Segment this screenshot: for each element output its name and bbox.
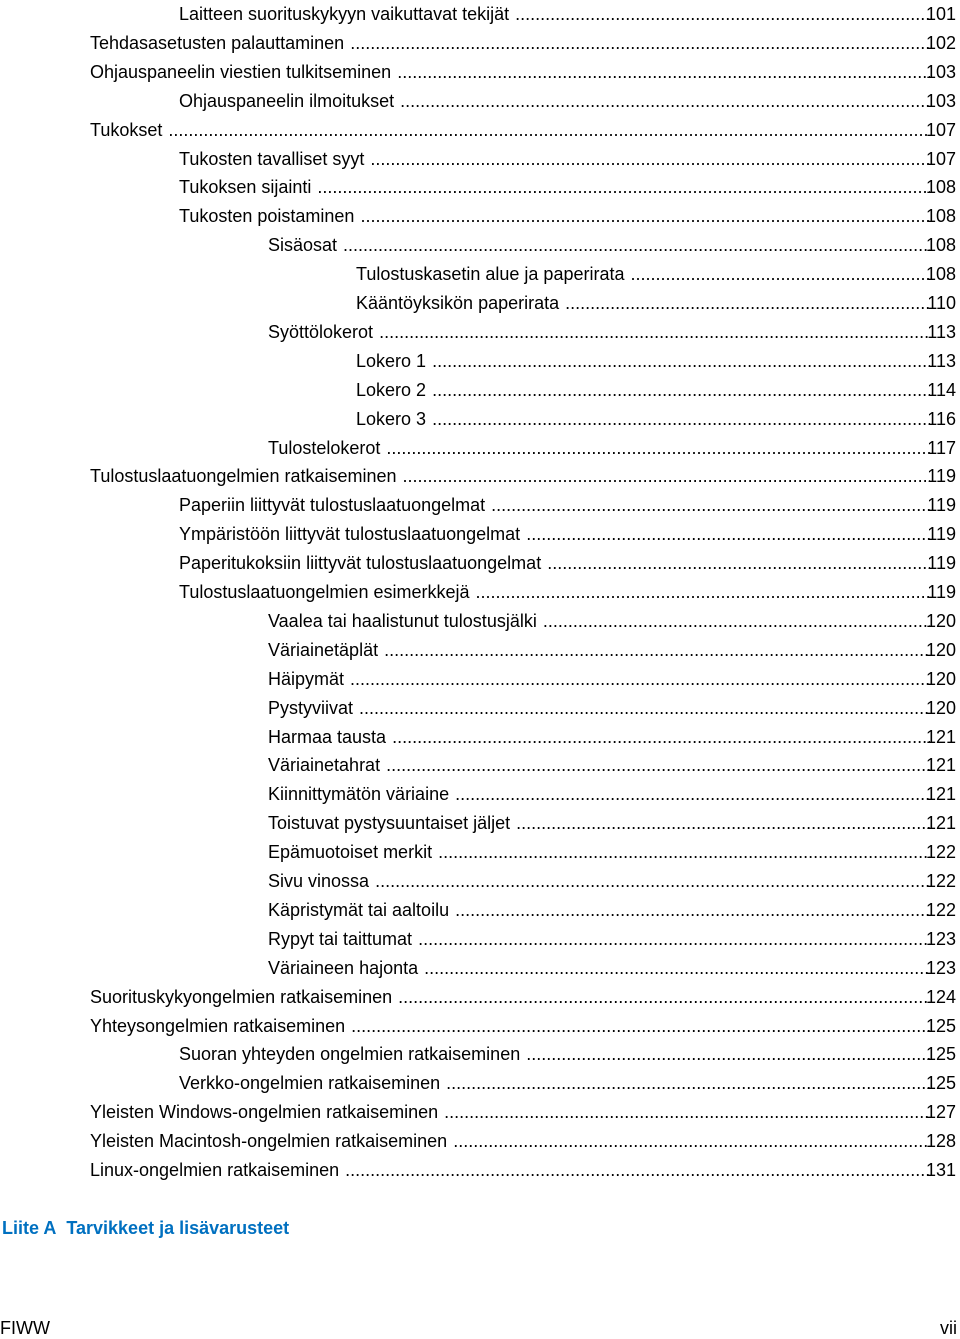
toc-entry[interactable]	[0, 231, 960, 260]
toc-dot-leader	[455, 896, 930, 925]
toc-entry-line	[356, 347, 930, 376]
toc-entry-line	[268, 896, 930, 925]
toc-entry[interactable]	[0, 694, 960, 723]
toc-entry[interactable]	[0, 491, 960, 520]
toc-dot-leader	[424, 954, 930, 983]
toc-entry-line	[268, 838, 930, 867]
appendix-label: Liite A	[2, 1218, 57, 1238]
toc-entry-line	[356, 289, 930, 318]
toc-dot-leader	[351, 1012, 930, 1041]
toc-dot-leader	[516, 809, 930, 838]
toc-dot-leader	[475, 578, 930, 607]
toc-entry-line	[90, 58, 930, 87]
toc-entry-title: Yleisten Windows-ongelmien ratkaiseminen	[90, 1102, 439, 1123]
toc-entry-page: 121	[925, 755, 956, 776]
toc-entry-line	[179, 1040, 930, 1069]
toc-entry-page: 119	[927, 582, 956, 602]
toc-entry[interactable]	[0, 578, 960, 607]
toc-entry-title: Häipymät	[268, 668, 345, 689]
toc-dot-leader	[317, 173, 930, 202]
toc-dot-leader	[350, 665, 930, 694]
toc-entry-line	[356, 260, 930, 289]
toc-entry[interactable]	[0, 1098, 960, 1127]
toc-entry-line	[90, 1156, 930, 1185]
toc-entry-line	[356, 376, 930, 405]
toc-entry-title: Tukosten tavalliset syyt	[179, 148, 365, 169]
toc-entry-title: Sisäosat	[268, 235, 338, 256]
toc-dot-leader	[515, 0, 930, 29]
toc-entry-page: 117	[927, 437, 956, 458]
toc-entry-title: Ohjauspaneelin viestien tulkitseminen	[90, 61, 392, 82]
toc-entry-title: Ympäristöön liittyvät tulostuslaatuongelmat	[179, 524, 521, 545]
toc-dot-leader	[375, 867, 930, 896]
toc-entry-page: 122	[925, 871, 956, 891]
toc-dot-leader	[453, 1127, 930, 1156]
toc-entry[interactable]	[0, 260, 960, 289]
toc-entry[interactable]	[0, 145, 960, 174]
toc-dot-leader	[543, 607, 930, 636]
toc-entry[interactable]	[0, 1156, 960, 1185]
toc-entry-line	[90, 983, 930, 1012]
page-number: vii	[940, 1318, 957, 1338]
toc-entry[interactable]	[0, 896, 960, 925]
toc-entry-page: 121	[925, 813, 956, 834]
toc-entry-title: Tukokset	[90, 119, 163, 140]
toc-entry-line	[268, 665, 930, 694]
toc-dot-leader	[360, 202, 930, 231]
toc-entry-page: 101	[925, 4, 956, 24]
toc-dot-leader	[444, 1098, 930, 1127]
toc-entry-line	[268, 434, 930, 463]
toc-entry-page: 125	[925, 1015, 956, 1036]
toc-dot-leader	[438, 838, 930, 867]
toc-entry-page: 108	[925, 177, 956, 198]
toc-entry-line	[179, 173, 930, 202]
toc-entry-title: Tukosten poistaminen	[179, 206, 355, 227]
toc-entry-title: Vaalea tai haalistunut tulostusjälki	[268, 610, 537, 631]
toc-entry-title: Kääntöyksikön paperirata	[356, 293, 560, 313]
toc-entry[interactable]	[0, 607, 960, 636]
toc-dot-leader	[398, 983, 930, 1012]
toc-entry-page: 131	[925, 1160, 956, 1180]
appendix-heading[interactable]	[2, 1218, 289, 1239]
toc-entry-title: Tulostelokerot	[268, 437, 381, 458]
toc-entry[interactable]	[0, 318, 960, 347]
toc-entry[interactable]	[0, 0, 960, 29]
toc-entry-title: Tulostuskasetin alue ja paperirata	[356, 264, 625, 285]
toc-entry-title: Epämuotoiset merkit	[268, 842, 433, 863]
toc-entry-line	[268, 636, 930, 665]
toc-entry-line	[356, 405, 930, 434]
toc-entry[interactable]	[0, 202, 960, 231]
toc-entry-title: Rypyt tai taittumat	[268, 928, 413, 949]
toc-entry-page: 103	[925, 61, 956, 82]
toc-entry-line	[179, 0, 930, 29]
toc-entry-page: 119	[927, 524, 956, 545]
toc-dot-leader	[446, 1069, 930, 1098]
toc-entry-line	[268, 694, 930, 723]
toc-entry-page: 110	[927, 293, 956, 313]
toc-entry-title: Tulostuslaatuongelmien ratkaiseminen	[90, 466, 397, 487]
toc-entry-title: Väriainetahrat	[268, 755, 381, 776]
toc-entry-page: 113	[927, 321, 956, 342]
toc-entry-line	[179, 1069, 930, 1098]
toc-entry-line	[179, 520, 930, 549]
toc-entry-title: Käpristymät tai aaltoilu	[268, 899, 450, 920]
toc-entry-line	[179, 87, 930, 116]
toc-entry-title: Linux-ongelmien ratkaiseminen	[90, 1160, 340, 1180]
toc-dot-leader	[418, 925, 930, 954]
toc-entry-line	[268, 954, 930, 983]
toc-entry-page: 122	[925, 899, 956, 920]
toc-dot-leader	[400, 87, 930, 116]
toc-entry-title: Tukoksen sijainti	[179, 177, 312, 198]
toc-dot-leader	[359, 694, 930, 723]
toc-entry[interactable]	[0, 1069, 960, 1098]
toc-entry-page: 108	[925, 206, 956, 227]
toc-entry[interactable]	[0, 289, 960, 318]
toc-entry-title: Verkko-ongelmien ratkaiseminen	[179, 1073, 441, 1094]
toc-entry[interactable]	[0, 29, 960, 58]
toc-dot-leader	[432, 347, 930, 376]
appendix-title: Tarvikkeet ja lisävarusteet	[66, 1218, 290, 1238]
toc-entry-title: Lokero 3	[356, 408, 427, 429]
toc-entry[interactable]	[0, 462, 960, 491]
toc-entry-title: Lokero 1	[356, 350, 427, 371]
toc-entry[interactable]	[0, 809, 960, 838]
toc-entry[interactable]	[0, 405, 960, 434]
toc-dot-leader	[384, 636, 930, 665]
toc-entry[interactable]	[0, 751, 960, 780]
toc-dot-leader	[392, 723, 930, 752]
toc-entry-line	[179, 578, 930, 607]
toc-entry-page: 124	[925, 986, 956, 1007]
toc-entry[interactable]	[0, 636, 960, 665]
toc-entry-page: 107	[925, 148, 956, 169]
toc-entry-line	[90, 1127, 930, 1156]
toc-entry-title: Väriaineen hajonta	[268, 957, 419, 978]
toc-entry-title: Yleisten Macintosh-ongelmien ratkaiseminen	[90, 1131, 448, 1152]
toc-entry-page: 127	[925, 1102, 956, 1123]
toc-entry-line	[179, 549, 930, 578]
toc-dot-leader	[565, 289, 930, 318]
toc-entry[interactable]	[0, 347, 960, 376]
toc-entry-title: Väriainetäplät	[268, 639, 379, 660]
toc-dot-leader	[526, 1040, 930, 1069]
toc-entry-line	[268, 867, 930, 896]
toc-entry-page: 121	[925, 726, 956, 747]
toc-entry-line	[90, 1012, 930, 1041]
toc-dot-leader	[168, 116, 930, 145]
toc-entry-title: Paperitukoksiin liittyvät tulostuslaatuongelmat	[179, 553, 542, 574]
toc-dot-leader	[631, 260, 931, 289]
toc-entry[interactable]	[0, 925, 960, 954]
toc-entry[interactable]	[0, 434, 960, 463]
toc-entry-page: 102	[925, 32, 956, 53]
toc-entry-page: 125	[925, 1044, 956, 1065]
toc-dot-leader	[386, 434, 930, 463]
toc-dot-leader	[491, 491, 930, 520]
toc-dot-leader	[379, 318, 930, 347]
toc-entry-page: 123	[925, 957, 956, 978]
toc-entry[interactable]	[0, 87, 960, 116]
toc-entry-line	[90, 29, 930, 58]
toc-entry-title: Tulostuslaatuongelmien esimerkkejä	[179, 582, 470, 602]
toc-entry-title: Paperiin liittyvät tulostuslaatuongelmat	[179, 495, 486, 516]
toc-entry-page: 116	[927, 408, 956, 429]
toc-entry-line	[179, 491, 930, 520]
toc-entry-line	[268, 925, 930, 954]
toc-entry-title: Syöttölokerot	[268, 321, 374, 342]
toc-entry-line	[268, 809, 930, 838]
toc-entry-title: Yhteysongelmien ratkaiseminen	[90, 1015, 346, 1036]
toc-entry-page: 123	[925, 928, 956, 949]
toc-entry[interactable]	[0, 520, 960, 549]
toc-entry-line	[268, 751, 930, 780]
toc-entry-page: 107	[925, 119, 956, 140]
toc-entry-page: 108	[925, 264, 956, 285]
toc-entry-title: Harmaa tausta	[268, 726, 387, 747]
toc-entry-title: Pystyviivat	[268, 697, 354, 718]
toc-entry-line	[268, 318, 930, 347]
toc-entry-title: Laitteen suorituskykyyn vaikuttavat tekijät	[179, 4, 510, 24]
toc-dot-leader	[370, 145, 930, 174]
toc-entry-line	[268, 723, 930, 752]
toc-entry[interactable]	[0, 954, 960, 983]
toc-entry[interactable]	[0, 838, 960, 867]
toc-dot-leader	[432, 376, 930, 405]
toc-entry[interactable]	[0, 665, 960, 694]
toc-dot-leader	[397, 58, 930, 87]
toc-entry-page: 120	[925, 668, 956, 689]
toc-dot-leader	[345, 1156, 930, 1185]
toc-entry[interactable]	[0, 58, 960, 87]
toc-entry[interactable]	[0, 723, 960, 752]
toc-dot-leader	[526, 520, 930, 549]
toc-entry-page: 120	[925, 610, 956, 631]
toc-entry-page: 128	[925, 1131, 956, 1152]
toc-entry[interactable]	[0, 983, 960, 1012]
toc-entry-line	[268, 780, 930, 809]
toc-entry-line	[90, 1098, 930, 1127]
toc-entry-page: 125	[925, 1073, 956, 1094]
toc-entry-title: Sivu vinossa	[268, 871, 370, 891]
toc-dot-leader	[432, 405, 930, 434]
toc-entry-title: Lokero 2	[356, 379, 427, 400]
toc-entry-line	[179, 145, 930, 174]
toc-entry-title: Ohjauspaneelin ilmoitukset	[179, 90, 395, 111]
toc-entry[interactable]	[0, 116, 960, 145]
toc-entry[interactable]	[0, 376, 960, 405]
toc-entry-line	[90, 462, 930, 491]
toc-dot-leader	[343, 231, 930, 260]
toc-dot-leader	[386, 751, 930, 780]
toc-entry-page: 120	[925, 697, 956, 718]
toc-entry-title: Toistuvat pystysuuntaiset jäljet	[268, 813, 511, 834]
toc-entry-page: 103	[925, 90, 956, 111]
toc-entry-page: 108	[925, 235, 956, 256]
toc-entry-page: 113	[927, 350, 956, 371]
toc-entry[interactable]	[0, 549, 960, 578]
toc-entry[interactable]	[0, 867, 960, 896]
toc-entry[interactable]	[0, 780, 960, 809]
toc-entry[interactable]	[0, 1040, 960, 1069]
toc-entry-page: 122	[925, 842, 956, 863]
toc-entry-page: 121	[925, 784, 956, 805]
toc-entry-page: 119	[927, 466, 956, 487]
toc-entry-line	[90, 116, 930, 145]
toc-entry-line	[268, 231, 930, 260]
footer-left-text: FIWW	[0, 1318, 50, 1338]
toc-entry-title: Kiinnittymätön väriaine	[268, 784, 450, 805]
toc-entry-title: Suoran yhteyden ongelmien ratkaiseminen	[179, 1044, 521, 1065]
toc-entry[interactable]	[0, 1012, 960, 1041]
toc-entry-page: 119	[927, 553, 956, 574]
toc-entry[interactable]	[0, 1127, 960, 1156]
toc-entry-line	[268, 607, 930, 636]
toc-entry-title: Suorituskykyongelmien ratkaiseminen	[90, 986, 393, 1007]
toc-dot-leader	[350, 29, 930, 58]
toc-entry-line	[179, 202, 930, 231]
toc-dot-leader	[547, 549, 930, 578]
toc-entry-page: 119	[927, 495, 956, 516]
toc-entry-title: Tehdasasetusten palauttaminen	[90, 32, 345, 53]
toc-entry[interactable]	[0, 173, 960, 202]
toc-entry-page: 114	[927, 379, 956, 400]
toc-dot-leader	[403, 462, 930, 491]
toc-entry-page: 120	[925, 639, 956, 660]
toc-dot-leader	[455, 780, 930, 809]
